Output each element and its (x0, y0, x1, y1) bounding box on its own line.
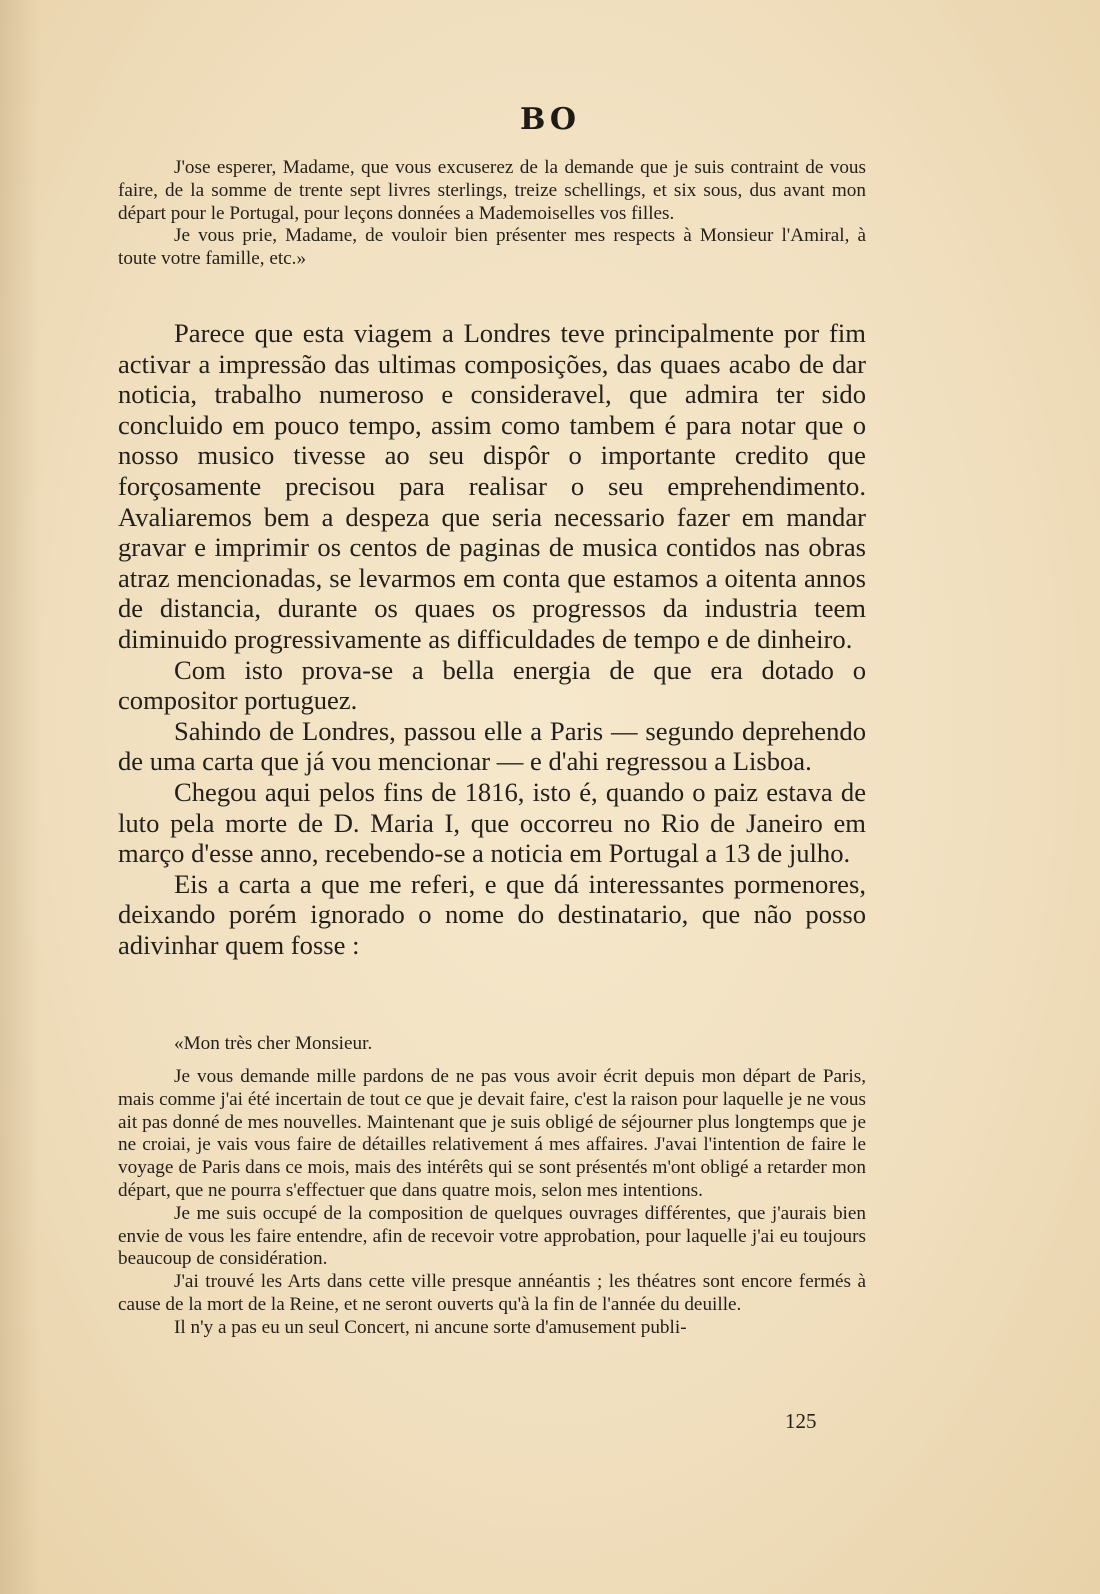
body-paragraph: Eis a carta a que me referi, e que dá interessantes pormenores, deixando porém ignorado o nome do destinatario, que não posso adivinhar quem fosse : (118, 868, 866, 960)
letter-body (118, 1066, 866, 1340)
letter-paragraph: Je vous demande mille pardons de ne pas vous avoir écrit depuis mon départ de Paris, mais comme j'ai été incertain de tout ce que je devait faire, c'est la raison pour laquelle je ne vous ait pas donné de mes nouvelles. Maintenant que je suis obligé de séjourner plus longtemps que je ne croiai, je vais vous faire de détailles relativement á mes affaires. J'avai l'intention de faire le voyage de Paris dans ce mois, mais des intérêts qui se sont présentés m'ont obligé a retarder mon départ, que ne pourra s'effectuer que dans quatre mois, selon mes intentions. (118, 1066, 866, 1201)
running-header: BO (519, 102, 581, 137)
body-paragraph: Com isto prova-se a bella energia de que era dotado o compositor portuguez. (118, 654, 866, 716)
page-shadow (0, 0, 40, 1594)
letter-paragraph: Je me suis occupé de la composition de quelques ouvrages différentes, que j'aurais bien envie de vous les faire entendre, afin de recevoir votre approbation, pour laquelle j'ai eu toujours beaucoup de considération. (118, 1202, 866, 1270)
body-paragraph: Parece que esta viagem a Londres teve principalmente por fim activar a impressão das ultimas composições, das quaes acabo de dar noticia, trabalho numeroso e consideravel, que admira ter sido concluido em pouco tempo, assim como tambem é para notar que o nosso musico tivesse ao seu dispôr o importante credito que forçosamente precisou para realisar o seu emprehendimento. Avaliaremos bem a despeza que seria necessario fazer em mandar gravar e imprimir os centos de paginas de musica contidos nas obras atraz mencionadas, se levarmos em conta que estamos a oitenta annos de distancia, durante os quaes os progressos da industria teem diminuido progressivamente as difficuldades de tempo e de dinheiro. (118, 318, 866, 654)
letter-paragraph: Il n'y a pas eu un seul Concert, ni ancune sorte d'amusement publi- (174, 1316, 687, 1338)
letter-paragraph: J'ai trouvé les Arts dans cette ville presque annéantis ; les théatres sont encore fermés à cause de la mort de la Reine, et ne seront ouverts qu'à la fin de l'année du deuille. (118, 1271, 866, 1315)
letter-continuation (118, 157, 866, 271)
main-text (118, 318, 866, 960)
page-number: 125 (785, 1409, 817, 1433)
letter-paragraph: J'ose esperer, Madame, que vous excuserez de la demande que je suis contraint de vous faire, de la somme de trente sept livres sterlings, treize schellings, et six sous, dus avant mon départ pour le Portugal, pour leçons données a Mademoiselles vos filles. (118, 157, 866, 224)
body-paragraph: Sahindo de Londres, passou elle a Paris — segundo deprehendo de uma carta que já vou mencionar — e d'ahi regressou a Lisboa. (118, 715, 866, 777)
letter-paragraph: Je vous prie, Madame, de vouloir bien présenter mes respects à Monsieur l'Amiral, à toute votre famille, etc.» (118, 225, 866, 270)
body-paragraph: Chegou aqui pelos fins de 1816, isto é, quando o paiz estava de luto pela morte de D. Maria I, que occorreu no Rio de Janeiro em março d'esse anno, recebendo-se a noticia em Portugal a 13 de julho. (118, 776, 866, 869)
letter-salutation: «Mon très cher Monsieur. (174, 1033, 373, 1054)
